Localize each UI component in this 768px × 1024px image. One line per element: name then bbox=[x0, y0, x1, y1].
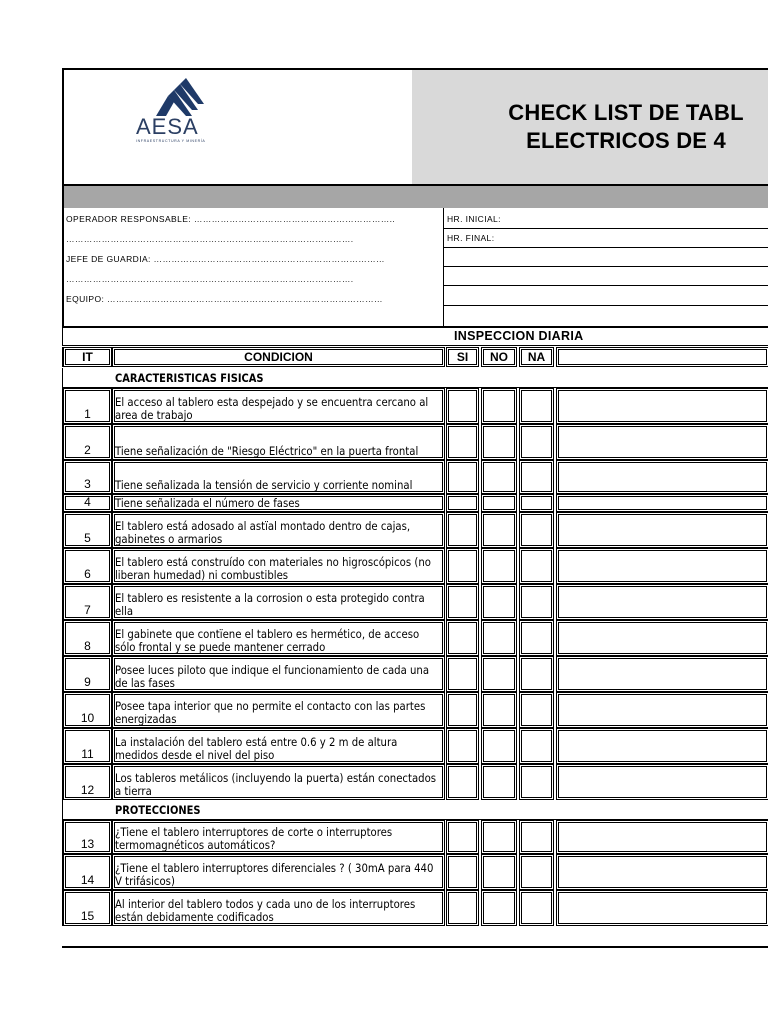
row-number: 12 bbox=[62, 764, 112, 800]
grey-bar-extension bbox=[702, 186, 768, 208]
table-row bbox=[62, 620, 768, 656]
observation-cell[interactable] bbox=[556, 656, 768, 692]
checkbox-no[interactable] bbox=[481, 584, 517, 620]
checkbox-no[interactable] bbox=[481, 854, 517, 890]
row-condition bbox=[112, 620, 445, 656]
row-condition-text: Posee luces piloto que indique el funcionamiento de cada una de las fases bbox=[115, 663, 430, 690]
observation-cell[interactable] bbox=[556, 620, 768, 656]
checkbox-no[interactable] bbox=[481, 890, 517, 926]
observation-cell[interactable] bbox=[556, 512, 768, 548]
inspection-title: INSPECCION DIARIA bbox=[454, 329, 584, 343]
row-condition bbox=[112, 820, 445, 854]
row-condition bbox=[112, 728, 445, 764]
checkbox-na[interactable] bbox=[519, 512, 554, 548]
row-number: 8 bbox=[62, 620, 112, 656]
row-condition bbox=[112, 890, 445, 926]
title-cell bbox=[412, 68, 768, 186]
row-condition bbox=[112, 656, 445, 692]
row-number: 10 bbox=[62, 692, 112, 728]
row-condition bbox=[112, 494, 445, 512]
checkbox-no[interactable] bbox=[481, 388, 517, 424]
checkbox-na[interactable] bbox=[519, 388, 554, 424]
checkbox-si[interactable] bbox=[446, 854, 479, 890]
row-condition-text: Al interior del tablero todos y cada uno de los interruptores están debidamente codificados bbox=[115, 897, 416, 924]
checkbox-na[interactable] bbox=[519, 764, 554, 800]
checkbox-si[interactable] bbox=[446, 424, 479, 460]
checkbox-no[interactable] bbox=[481, 764, 517, 800]
table-row bbox=[62, 820, 768, 854]
observation-cell[interactable] bbox=[556, 764, 768, 800]
checkbox-no[interactable] bbox=[481, 494, 517, 512]
info-blank-row-2[interactable] bbox=[444, 267, 768, 286]
col-header-observaciones bbox=[556, 347, 768, 367]
operador-field[interactable]: OPERADOR RESPONSABLE: ………………………………………………………….. bbox=[66, 214, 396, 224]
row-condition-text: Tiene señalización de "Riesgo Eléctrico" en la puerta frontal bbox=[115, 443, 419, 458]
checkbox-na[interactable] bbox=[519, 584, 554, 620]
checkbox-no[interactable] bbox=[481, 656, 517, 692]
row-condition bbox=[112, 692, 445, 728]
hr-final-field[interactable]: HR. FINAL: bbox=[444, 229, 768, 248]
row-condition bbox=[112, 388, 445, 424]
table-row bbox=[62, 692, 768, 728]
table-row bbox=[62, 494, 768, 512]
row-number: 3 bbox=[62, 460, 112, 494]
section-title: CARACTERISTICAS FISICAS bbox=[115, 371, 264, 385]
row-condition bbox=[112, 584, 445, 620]
aesa-logo-icon bbox=[134, 76, 244, 146]
info-blank-row-4[interactable] bbox=[444, 306, 768, 326]
table-row bbox=[62, 656, 768, 692]
checkbox-no[interactable] bbox=[481, 692, 517, 728]
checkbox-na[interactable] bbox=[519, 854, 554, 890]
observation-cell[interactable] bbox=[556, 854, 768, 890]
row-condition-text: Tiene señalizada el número de fases bbox=[115, 495, 300, 510]
checkbox-no[interactable] bbox=[481, 728, 517, 764]
checklist-sheet bbox=[62, 68, 768, 948]
observation-cell[interactable] bbox=[556, 424, 768, 460]
operador-field-cont[interactable]: ……………………………………………………………………………………. bbox=[66, 234, 354, 244]
observation-cell[interactable] bbox=[556, 460, 768, 494]
checkbox-si[interactable] bbox=[446, 512, 479, 548]
section-header-row bbox=[62, 800, 768, 820]
checkbox-na[interactable] bbox=[519, 728, 554, 764]
checkbox-si[interactable] bbox=[446, 460, 479, 494]
row-condition bbox=[112, 548, 445, 584]
checkbox-na[interactable] bbox=[519, 820, 554, 854]
checkbox-no[interactable] bbox=[481, 620, 517, 656]
table-row bbox=[62, 460, 768, 494]
table-bottom-border bbox=[62, 946, 768, 948]
checkbox-si[interactable] bbox=[446, 388, 479, 424]
row-number: 15 bbox=[62, 890, 112, 926]
observation-cell[interactable] bbox=[556, 388, 768, 424]
inspection-title-row bbox=[62, 328, 768, 346]
observation-cell[interactable] bbox=[556, 820, 768, 854]
checkbox-na[interactable] bbox=[519, 460, 554, 494]
observation-cell[interactable] bbox=[556, 890, 768, 926]
info-block-left bbox=[62, 208, 444, 326]
observation-cell[interactable] bbox=[556, 494, 768, 512]
checkbox-na[interactable] bbox=[519, 494, 554, 512]
checkbox-si[interactable] bbox=[446, 764, 479, 800]
row-condition-text: El tablero es resistente a la corrosion o esta protegido contra ella bbox=[115, 591, 425, 618]
jefe-guardia-field[interactable]: JEFE DE GUARDIA: …………………………………………………………………… bbox=[66, 254, 385, 264]
checkbox-na[interactable] bbox=[519, 692, 554, 728]
row-number: 11 bbox=[62, 728, 112, 764]
logo-cell bbox=[62, 68, 414, 186]
row-condition bbox=[112, 854, 445, 890]
table-row bbox=[62, 728, 768, 764]
checkbox-na[interactable] bbox=[519, 890, 554, 926]
observation-cell[interactable] bbox=[556, 584, 768, 620]
row-number: 5 bbox=[62, 512, 112, 548]
checkbox-si[interactable] bbox=[446, 584, 479, 620]
checkbox-si[interactable] bbox=[446, 890, 479, 926]
col-header-si: SI bbox=[446, 347, 479, 367]
col-header-condicion: CONDICION bbox=[112, 347, 445, 367]
checkbox-no[interactable] bbox=[481, 820, 517, 854]
logo-tagline: INFRAESTRUCTURA Y MINERÍA bbox=[136, 139, 206, 143]
row-number: 9 bbox=[62, 656, 112, 692]
row-condition-text: El tablero está adosado al astïal montado dentro de cajas, gabinetes o armarios bbox=[115, 519, 411, 546]
section-header-row bbox=[62, 368, 768, 388]
table-row bbox=[62, 424, 768, 460]
checkbox-no[interactable] bbox=[481, 548, 517, 584]
checkbox-si[interactable] bbox=[446, 620, 479, 656]
row-number: 7 bbox=[62, 584, 112, 620]
header-separator-bar bbox=[62, 186, 768, 208]
page-title-line2: ELECTRICOS DE 4 bbox=[526, 128, 726, 153]
table-row bbox=[62, 890, 768, 926]
row-condition-text: ¿Tiene el tablero interruptores diferenciales ? ( 30mA para 440 V trifásicos) bbox=[115, 861, 434, 888]
row-condition-text: ¿Tiene el tablero interruptores de corte o interruptores termomagnéticos automáticos? bbox=[115, 825, 393, 852]
col-header-no: NO bbox=[481, 347, 517, 367]
checkbox-na[interactable] bbox=[519, 424, 554, 460]
page-title-line1: CHECK LIST DE TABL bbox=[508, 100, 744, 125]
row-condition-text: Tiene señalizada la tensión de servicio y corriente nominal bbox=[115, 477, 413, 492]
info-blank-row-1[interactable] bbox=[444, 248, 768, 267]
row-condition bbox=[112, 764, 445, 800]
hr-inicial-field[interactable]: HR. INICIAL: bbox=[444, 209, 768, 229]
row-condition bbox=[112, 424, 445, 460]
row-number: 14 bbox=[62, 854, 112, 890]
info-blank-row-3[interactable] bbox=[444, 286, 768, 306]
checkbox-na[interactable] bbox=[519, 548, 554, 584]
checkbox-no[interactable] bbox=[481, 424, 517, 460]
checkbox-si[interactable] bbox=[446, 728, 479, 764]
checkbox-si[interactable] bbox=[446, 820, 479, 854]
row-condition-text: Los tableros metálicos (incluyendo la puerta) están conectados a tierra bbox=[115, 771, 437, 798]
row-condition-text: Posee tapa interior que no permite el contacto con las partes energizadas bbox=[115, 699, 426, 726]
observation-cell[interactable] bbox=[556, 728, 768, 764]
checkbox-no[interactable] bbox=[481, 460, 517, 494]
section-title: PROTECCIONES bbox=[115, 803, 201, 817]
table-row bbox=[62, 854, 768, 890]
row-condition bbox=[112, 512, 445, 548]
row-number: 6 bbox=[62, 548, 112, 584]
row-condition-text: El acceso al tablero esta despejado y se encuentra cercano al area de trabajo bbox=[115, 395, 429, 422]
checkbox-na[interactable] bbox=[519, 620, 554, 656]
table-row bbox=[62, 512, 768, 548]
col-header-it: IT bbox=[62, 347, 112, 367]
checkbox-no[interactable] bbox=[481, 512, 517, 548]
row-number: 13 bbox=[62, 820, 112, 854]
row-condition-text: La instalación del tablero está entre 0.6 y 2 m de altura medidos desde el nivel del piso bbox=[115, 735, 398, 762]
row-condition-text: El tablero está construído con materiales no higroscópicos (no liberan humedad) ni combustibles bbox=[115, 555, 431, 582]
checkbox-si[interactable] bbox=[446, 494, 479, 512]
table-row bbox=[62, 388, 768, 424]
row-condition-text: El gabinete que contïene el tablero es hermético, de acceso sólo frontal y se puede mantener cerrado bbox=[115, 627, 420, 654]
logo-wordmark: AESA bbox=[136, 114, 199, 139]
row-number: 1 bbox=[62, 388, 112, 424]
row-number: 2 bbox=[62, 424, 112, 460]
equipo-field[interactable]: EQUIPO: ………………………………………………………………………………… bbox=[66, 294, 383, 304]
table-row bbox=[62, 584, 768, 620]
checkbox-si[interactable] bbox=[446, 548, 479, 584]
checkbox-si[interactable] bbox=[446, 656, 479, 692]
checkbox-si[interactable] bbox=[446, 692, 479, 728]
col-header-na: NA bbox=[519, 347, 554, 367]
checkbox-na[interactable] bbox=[519, 656, 554, 692]
observation-cell[interactable] bbox=[556, 548, 768, 584]
observation-cell[interactable] bbox=[556, 692, 768, 728]
table-row bbox=[62, 764, 768, 800]
table-row bbox=[62, 548, 768, 584]
row-condition bbox=[112, 460, 445, 494]
row-number: 4 bbox=[62, 494, 112, 512]
jefe-guardia-field-cont[interactable]: ……………………………………………………………………………………. bbox=[66, 274, 354, 284]
